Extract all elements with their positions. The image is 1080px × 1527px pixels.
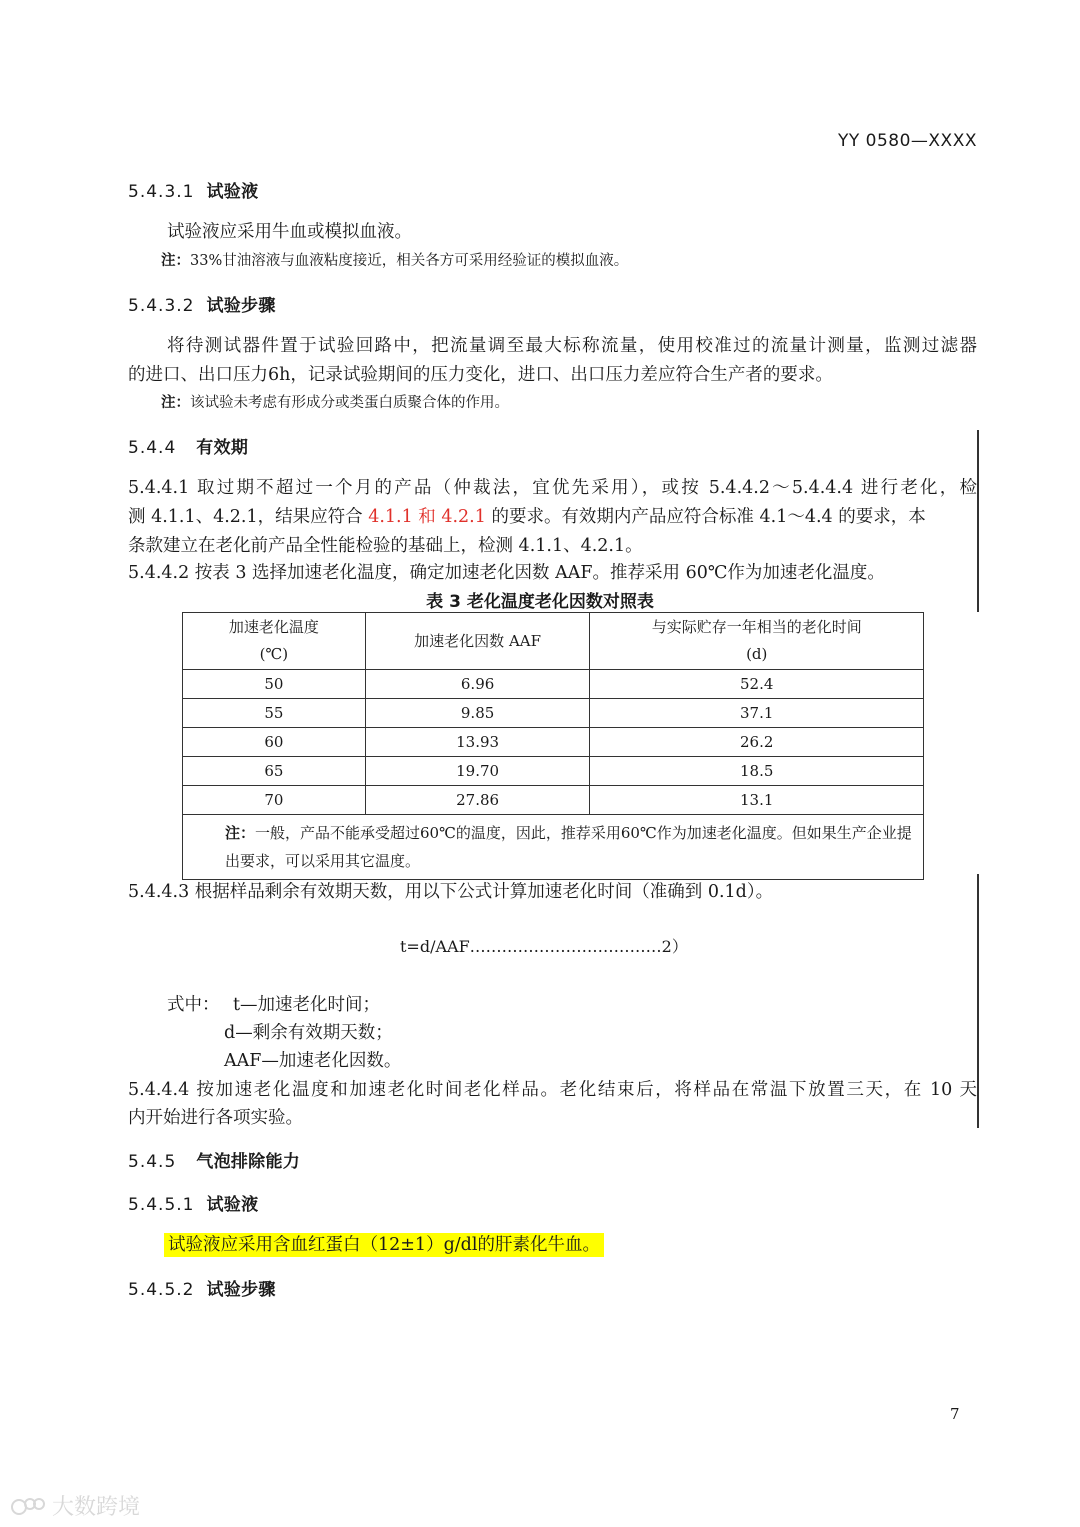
where-label: 式中： bbox=[167, 995, 220, 1015]
note-text: 该试验未考虑有形成分或类蛋白质聚合体的作用。 bbox=[190, 395, 509, 411]
paragraph-5444-line1: 5.4.4.4 按加速老化温度和加速老化时间老化样品。老化结束后，将样品在常温下放置三天，在 10 天 bbox=[128, 1080, 977, 1100]
section-number: 5.4.5.1 bbox=[128, 1195, 195, 1215]
table-cell: 70 bbox=[183, 786, 366, 815]
table-cell: 13.1 bbox=[590, 786, 924, 815]
where-item-t: t—加速老化时间； bbox=[233, 995, 381, 1015]
table-cell: 6.96 bbox=[365, 670, 590, 699]
where-item-aaf: AAF—加速老化因数。 bbox=[224, 1051, 402, 1071]
heading-5432 bbox=[128, 291, 276, 316]
header-aging-time bbox=[590, 613, 924, 670]
table-cell: 18.5 bbox=[590, 757, 924, 786]
table-cell: 65 bbox=[183, 757, 366, 786]
note-label: 注： bbox=[161, 253, 190, 269]
heading-545 bbox=[128, 1147, 300, 1172]
heading-544 bbox=[128, 433, 248, 458]
section-number: 5.4.5 bbox=[128, 1152, 177, 1172]
paragraph-procedure-line2: 的进口、出口压力6h，记录试验期间的压力变化，进口、出口压力差应符合生产者的要求。 bbox=[128, 365, 833, 385]
yellow-highlight-text: 试验液应采用含血红蛋白（12±1）g/dl的肝素化牛血。 bbox=[164, 1233, 604, 1257]
section-title: 试验液 bbox=[206, 1195, 259, 1215]
table-cell: 50 bbox=[183, 670, 366, 699]
note-5432 bbox=[161, 391, 509, 412]
header-text: 与实际贮存一年相当的老化时间 bbox=[651, 618, 862, 636]
revision-bar bbox=[977, 430, 979, 612]
section-title: 试验步骤 bbox=[206, 296, 276, 316]
section-title: 试验步骤 bbox=[206, 1280, 276, 1300]
table-cell: 27.86 bbox=[365, 786, 590, 815]
watermark bbox=[10, 1490, 140, 1521]
table-cell: 52.4 bbox=[590, 670, 924, 699]
section-number: 5.4.4 bbox=[128, 438, 177, 458]
watermark-text: 大数跨境 bbox=[52, 1495, 141, 1520]
paragraph-5443: 5.4.4.3 根据样品剩余有效期天数，用以下公式计算加速老化时间（准确到 0.1d）。 bbox=[128, 882, 774, 902]
table-caption: 表 3 老化温度老化因数对照表 bbox=[426, 592, 654, 612]
note-label: 注： bbox=[225, 824, 256, 842]
table-cell: 26.2 bbox=[590, 728, 924, 757]
note-label: 注： bbox=[161, 395, 190, 411]
section-title: 试验液 bbox=[206, 182, 259, 202]
heading-5452 bbox=[128, 1275, 276, 1300]
paragraph-5441-line1: 5.4.4.1 取过期不超过一个月的产品（仲裁法，宜优先采用），或按 5.4.4.2～5.4.4.4 进行老化，检 bbox=[128, 478, 977, 498]
note-text: 33%甘油溶液与血液粘度接近，相关各方可采用经验证的模拟血液。 bbox=[190, 253, 629, 269]
header-text: 加速老化温度 bbox=[228, 618, 319, 636]
header-unit: (d) bbox=[746, 645, 768, 663]
table-row bbox=[183, 699, 924, 728]
section-number: 5.4.3.2 bbox=[128, 296, 195, 316]
section-title: 气泡排除能力 bbox=[196, 1152, 301, 1172]
paragraph-5444-line2: 内开始进行各项实验。 bbox=[128, 1108, 303, 1128]
table-row bbox=[183, 728, 924, 757]
section-number: 5.4.3.1 bbox=[128, 182, 195, 202]
page-number: 7 bbox=[950, 1405, 960, 1423]
text-span: 测 4.1.1、4.2.1，结果应符合 bbox=[128, 507, 369, 527]
red-highlight-reference: 4.1.1 和 4.2.1 bbox=[368, 507, 486, 527]
table-cell: 55 bbox=[183, 699, 366, 728]
header-unit: (℃) bbox=[259, 645, 289, 663]
paragraph-5442: 5.4.4.2 按表 3 选择加速老化温度，确定加速老化因数 AAF。推荐采用 60℃作为加速老化温度。 bbox=[128, 563, 885, 583]
note-5431 bbox=[161, 249, 628, 270]
text-span: 的要求。有效期内产品应符合标准 4.1～4.4 的要求，本 bbox=[485, 507, 926, 527]
paragraph-test-liquid: 试验液应采用牛血或模拟血液。 bbox=[167, 222, 412, 242]
formula: t=d/AAF………………………………2） bbox=[400, 937, 688, 956]
paragraph-procedure-line1: 将待测试器件置于试验回路中，把流量调至最大标称流量，使用校准过的流量计测量，监测过滤器 bbox=[167, 336, 977, 356]
table-cell: 60 bbox=[183, 728, 366, 757]
watermark-logo-icon bbox=[10, 1494, 46, 1518]
table-cell: 13.93 bbox=[365, 728, 590, 757]
paragraph-5441-line2 bbox=[128, 503, 926, 528]
note-text: 一般，产品不能承受超过60℃的温度，因此，推荐采用60℃作为加速老化温度。但如果生产企业提出要求，可以采用其它温度。 bbox=[225, 824, 912, 870]
table-row bbox=[183, 786, 924, 815]
table-cell: 19.70 bbox=[365, 757, 590, 786]
table-cell: 9.85 bbox=[365, 699, 590, 728]
section-number: 5.4.5.2 bbox=[128, 1280, 195, 1300]
revision-bar bbox=[977, 874, 979, 1128]
aging-factor-table bbox=[182, 612, 924, 880]
document-code: YY 0580—XXXX bbox=[837, 131, 977, 151]
header-aaf: 加速老化因数 AAF bbox=[365, 613, 590, 670]
table-cell: 37.1 bbox=[590, 699, 924, 728]
highlighted-paragraph bbox=[164, 1231, 604, 1256]
heading-5451 bbox=[128, 1190, 258, 1215]
table-row bbox=[183, 670, 924, 699]
section-title: 有效期 bbox=[196, 438, 249, 458]
where-item-d: d—剩余有效期天数； bbox=[224, 1023, 393, 1043]
heading-5431 bbox=[128, 177, 258, 202]
paragraph-5441-line3: 条款建立在老化前产品全性能检验的基础上，检测 4.1.1、4.2.1。 bbox=[128, 536, 643, 556]
header-temperature bbox=[183, 613, 366, 670]
table-row bbox=[183, 757, 924, 786]
table-note bbox=[183, 815, 924, 880]
